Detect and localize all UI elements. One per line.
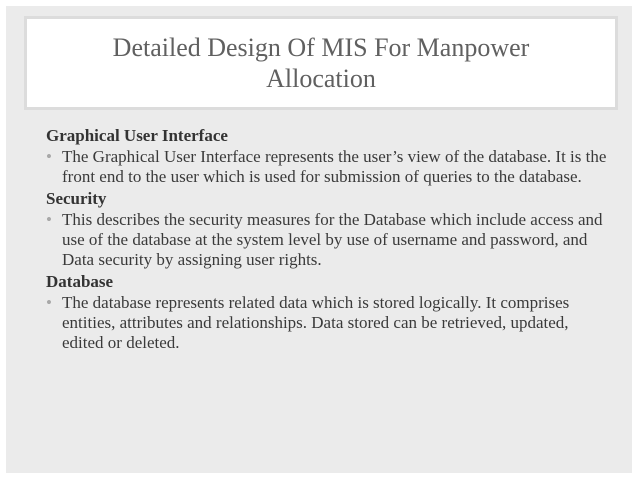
section-security [46, 188, 611, 270]
bullet-icon: • [46, 147, 52, 166]
bullet-text: The Graphical User Interface represents the user’s view of the database. It is the front end to the user which is used for submission of queries to the database. [62, 147, 607, 186]
title-box [24, 16, 618, 110]
bullet-icon: • [46, 293, 52, 312]
section-heading: Database [46, 272, 114, 291]
slide-title: Detailed Design Of MIS For Manpower Allocation [112, 33, 530, 93]
slide-content [46, 125, 611, 354]
section-heading: Security [46, 189, 107, 208]
section-gui [46, 125, 611, 187]
bullet-text: The database represents related data which is stored logically. It comprises entities, attributes and relationships. Data stored can be retrieved, updated, edited or deleted. [62, 293, 570, 352]
bullet-item [46, 210, 611, 270]
section-heading: Graphical User Interface [46, 126, 228, 145]
bullet-icon: • [46, 210, 52, 229]
bullet-item [46, 147, 611, 187]
bullet-item [46, 293, 611, 353]
section-database [46, 271, 611, 353]
bullet-text: This describes the security measures for the Database which include access and use of the database at the system level by use of username and password, and Data security by assigning user rights. [62, 210, 603, 269]
